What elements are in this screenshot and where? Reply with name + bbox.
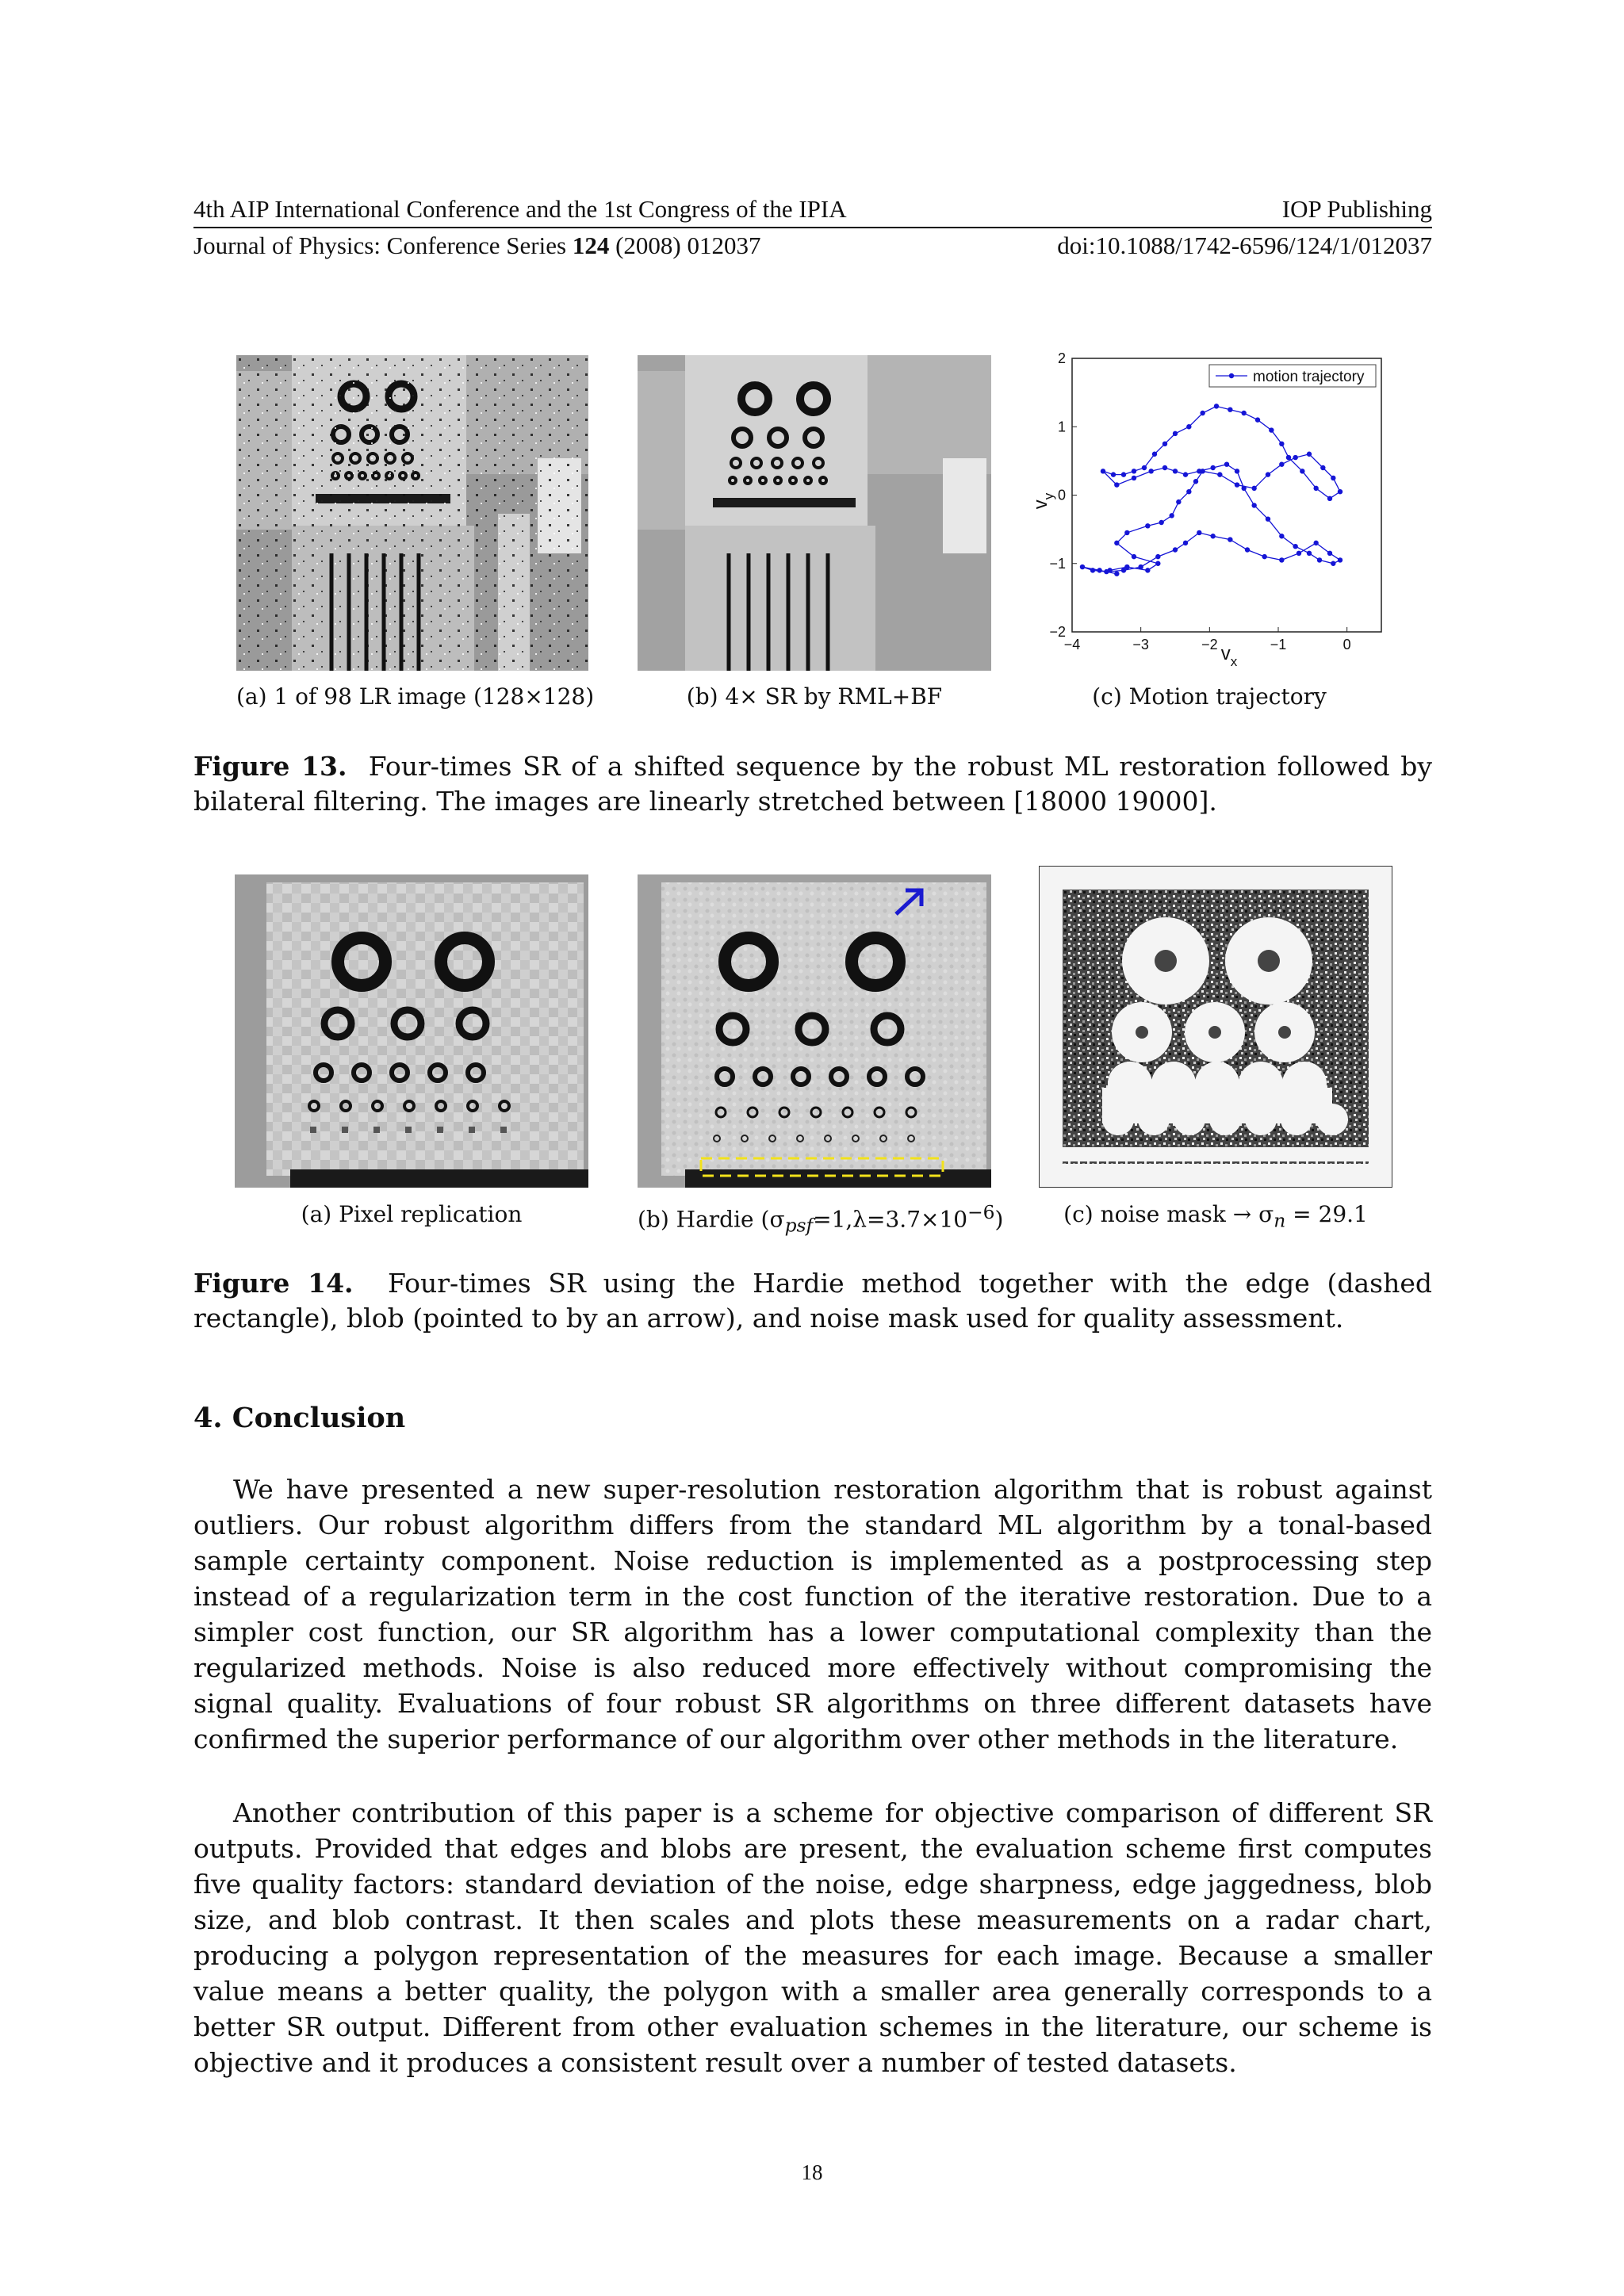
legend — [1209, 365, 1376, 387]
x-tick-label: −4 — [1063, 637, 1081, 652]
legend-label: motion trajectory — [1253, 369, 1365, 385]
trajectory-point — [1255, 417, 1260, 422]
x-tick-label: −2 — [1201, 637, 1218, 652]
trajectory-point — [1142, 465, 1147, 470]
trajectory-point — [1169, 513, 1174, 518]
trajectory-point — [1307, 452, 1312, 457]
trajectory-point — [1104, 569, 1109, 574]
trajectory-point — [1224, 461, 1229, 466]
trajectory-point — [1145, 568, 1150, 572]
conference-name: 4th AIP International Conference and the 1st Congress of the IPIA — [193, 195, 847, 223]
fig14c-caption-prefix: (c) noise mask → σ — [1063, 1201, 1274, 1227]
fig13b-caption: (b) 4× SR by RML+BF — [686, 683, 943, 710]
trajectory-point — [1101, 469, 1105, 473]
trajectory-point — [1313, 541, 1318, 545]
trajectory-point — [1251, 486, 1256, 491]
trajectory-point — [1228, 537, 1232, 541]
trajectory-point — [1269, 427, 1274, 432]
trajectory-point — [1293, 455, 1297, 460]
running-header-line1 — [193, 195, 1432, 228]
y-axis-label: $v_y$ — [1031, 492, 1056, 510]
trajectory-point — [1331, 476, 1335, 480]
journal-year-article: (2008) 012037 — [609, 232, 761, 259]
trajectory-point — [1317, 557, 1322, 562]
fig13c-motion-trajectory-chart — [1031, 349, 1388, 674]
fig14a-pixel-replication-image — [235, 874, 588, 1188]
trajectory-point — [1162, 442, 1167, 446]
conclusion-paragraph-2: Another contribution of this paper is a scheme for objective comparison of different SR outputs. Provided that edges and blobs are present, the evaluation scheme first computes five quality factors: standard deviation of the noise, edge sharpness, edge jaggedness, blob size, and blob contrast. It then scales and plots these measurements on a radar chart, producing a polygon representation of the measures for each image. Because a smaller value means a better quality, the polygon with a smaller area generally corresponds to a better SR output. Different from other evaluation schemes in the literature, our scheme is objective and it produces a consistent result over a number of tested datasets. — [193, 1797, 1432, 2078]
legend-marker — [1229, 373, 1234, 378]
trajectory-point — [1155, 554, 1160, 559]
journal-volume: 124 — [572, 232, 610, 259]
fig14b-caption — [638, 1201, 1004, 1237]
figure13-caption — [193, 749, 1432, 819]
fig14c-caption-suffix: = 29.1 — [1285, 1201, 1368, 1227]
trajectory-point — [1327, 551, 1332, 556]
trajectory-point — [1217, 472, 1222, 476]
trajectory-point — [1173, 547, 1178, 552]
trajectory-point — [1090, 568, 1095, 572]
trajectory-point — [1124, 530, 1129, 535]
trajectory-point — [1300, 469, 1304, 473]
trajectory-point — [1228, 407, 1232, 411]
trajectory-point — [1173, 431, 1178, 436]
trajectory-point — [1080, 564, 1085, 569]
trajectory-point — [1097, 568, 1101, 572]
trajectory-point — [1279, 534, 1284, 538]
section-title: 4. Conclusion — [193, 1402, 406, 1434]
journal-name: Journal of Physics: Conference Series — [193, 232, 573, 259]
fig14b-caption-sup: −6 — [967, 1201, 995, 1223]
y-tick-label: −1 — [1049, 555, 1066, 572]
fig14b-caption-suffix: ) — [994, 1206, 1004, 1233]
doi: doi:10.1088/1742-6596/124/1/012037 — [1057, 232, 1432, 259]
trajectory-point — [1338, 489, 1342, 494]
figure13-text: Four-times SR of a shifted sequence by the robust ML restoration followed by bilateral filtering. The images are linearly stretched between [18000 19000]. — [193, 751, 1432, 817]
figure14-text: Four-times SR using the Hardie method together with the edge (dashed rectangle), blob (pointed to by an arrow), and noise mask used for quality assessment. — [193, 1268, 1432, 1334]
trajectory-point — [1193, 479, 1198, 484]
y-tick-label: 0 — [1057, 487, 1066, 503]
trajectory-point — [1286, 455, 1291, 460]
fig14b-caption-sub: psf — [784, 1214, 814, 1237]
y-tick-label: 2 — [1057, 350, 1066, 366]
fig14c-caption — [1039, 1201, 1392, 1232]
trajectory-point — [1145, 523, 1150, 528]
trajectory-point — [1186, 489, 1191, 494]
trajectory-point — [1235, 469, 1239, 473]
trajectory-point — [1197, 530, 1201, 535]
trajectory-point — [1173, 469, 1178, 473]
trajectory-point — [1266, 516, 1270, 521]
trajectory-point — [1235, 482, 1239, 487]
fig14b-caption-mid: =1,λ=3.7×10 — [813, 1206, 968, 1233]
figure14-caption — [193, 1266, 1432, 1336]
trajectory-point — [1307, 551, 1312, 556]
trajectory-point — [1176, 499, 1181, 504]
trajectory-point — [1159, 520, 1163, 525]
fig13c-caption: (c) Motion trajectory — [1092, 683, 1327, 710]
trajectory-point — [1327, 496, 1332, 501]
x-axis-label: $v_x$ — [1220, 643, 1238, 669]
trajectory-point — [1266, 472, 1270, 476]
running-header-line2 — [193, 232, 1432, 263]
page-number: 18 — [801, 2160, 823, 2184]
trajectory-point — [1320, 465, 1325, 470]
trajectory-point — [1241, 411, 1246, 415]
trajectory-point — [1338, 557, 1342, 562]
trajectory-point — [1183, 541, 1188, 545]
trajectory-point — [1114, 571, 1119, 576]
trajectory-point — [1262, 554, 1266, 559]
fig13b-sr-image — [638, 355, 991, 671]
trajectory-point — [1162, 465, 1167, 470]
fig14b-hardie-image — [638, 874, 991, 1188]
trajectory-point — [1251, 503, 1256, 507]
trajectory-point — [1331, 561, 1335, 566]
fig13a-lr-image — [236, 355, 588, 671]
trajectory-point — [1121, 472, 1126, 476]
y-tick-label: −2 — [1049, 624, 1066, 640]
trajectory-point — [1214, 404, 1219, 408]
figure13-label: Figure 13. — [193, 751, 347, 782]
trajectory-point — [1183, 472, 1188, 476]
trajectory-point — [1148, 469, 1153, 473]
trajectory-point — [1241, 486, 1246, 491]
trajectory-point — [1138, 564, 1143, 569]
x-tick-label: −3 — [1132, 637, 1149, 652]
figure14-label: Figure 14. — [193, 1268, 354, 1299]
trajectory-point — [1297, 551, 1301, 556]
trajectory-point — [1132, 469, 1136, 473]
trajectory-point — [1279, 461, 1284, 466]
x-tick-label: 0 — [1342, 637, 1351, 652]
fig13a-caption: (a) 1 of 98 LR image (128×128) — [236, 683, 595, 710]
journal-citation — [193, 232, 760, 260]
y-tick-label: 1 — [1057, 419, 1066, 435]
trajectory-point — [1197, 469, 1201, 473]
trajectory-point — [1121, 568, 1126, 572]
conclusion-paragraph-1: We have presented a new super-resolution restoration algorithm that is robust against outliers. Our robust algorithm differs from the standard ML algorithm by a tonal-based sample certainty component. Noise reduction is implemented as a postprocessing step instead of a regularization term in the cost function of the iterative restoration. Due to a simpler cost function, our SR algorithm has a lower computational complexity than the regularized methods. Noise is also reduced more effectively without compromising the signal quality. Evaluations of four robust SR algorithms on three different datasets have confirmed the superior performance of our algorithm over other methods in the literature. — [193, 1474, 1432, 1755]
trajectory-point — [1200, 411, 1205, 415]
trajectory-point — [1114, 482, 1119, 487]
trajectory-point — [1155, 561, 1160, 566]
trajectory-point — [1293, 544, 1297, 549]
trajectory-point — [1279, 442, 1284, 446]
trajectory-point — [1279, 557, 1284, 562]
trajectory-point — [1245, 547, 1250, 552]
publisher: IOP Publishing — [1281, 195, 1432, 223]
fig14a-caption: (a) Pixel replication — [301, 1201, 523, 1227]
trajectory-point — [1132, 476, 1136, 480]
fig14c-noise-mask-image — [1039, 866, 1392, 1188]
trajectory-point — [1114, 541, 1119, 545]
trajectory-point — [1111, 472, 1116, 476]
trajectory-point — [1210, 534, 1215, 538]
trajectory-point — [1186, 424, 1191, 429]
trajectory-point — [1210, 465, 1215, 470]
trajectory-point — [1152, 452, 1157, 457]
trajectory-point — [1313, 486, 1318, 491]
x-tick-label: −1 — [1270, 637, 1287, 652]
fig14b-caption-prefix: (b) Hardie (σ — [638, 1206, 785, 1233]
trajectory-point — [1132, 554, 1136, 559]
fig14c-caption-sub: n — [1274, 1209, 1286, 1232]
